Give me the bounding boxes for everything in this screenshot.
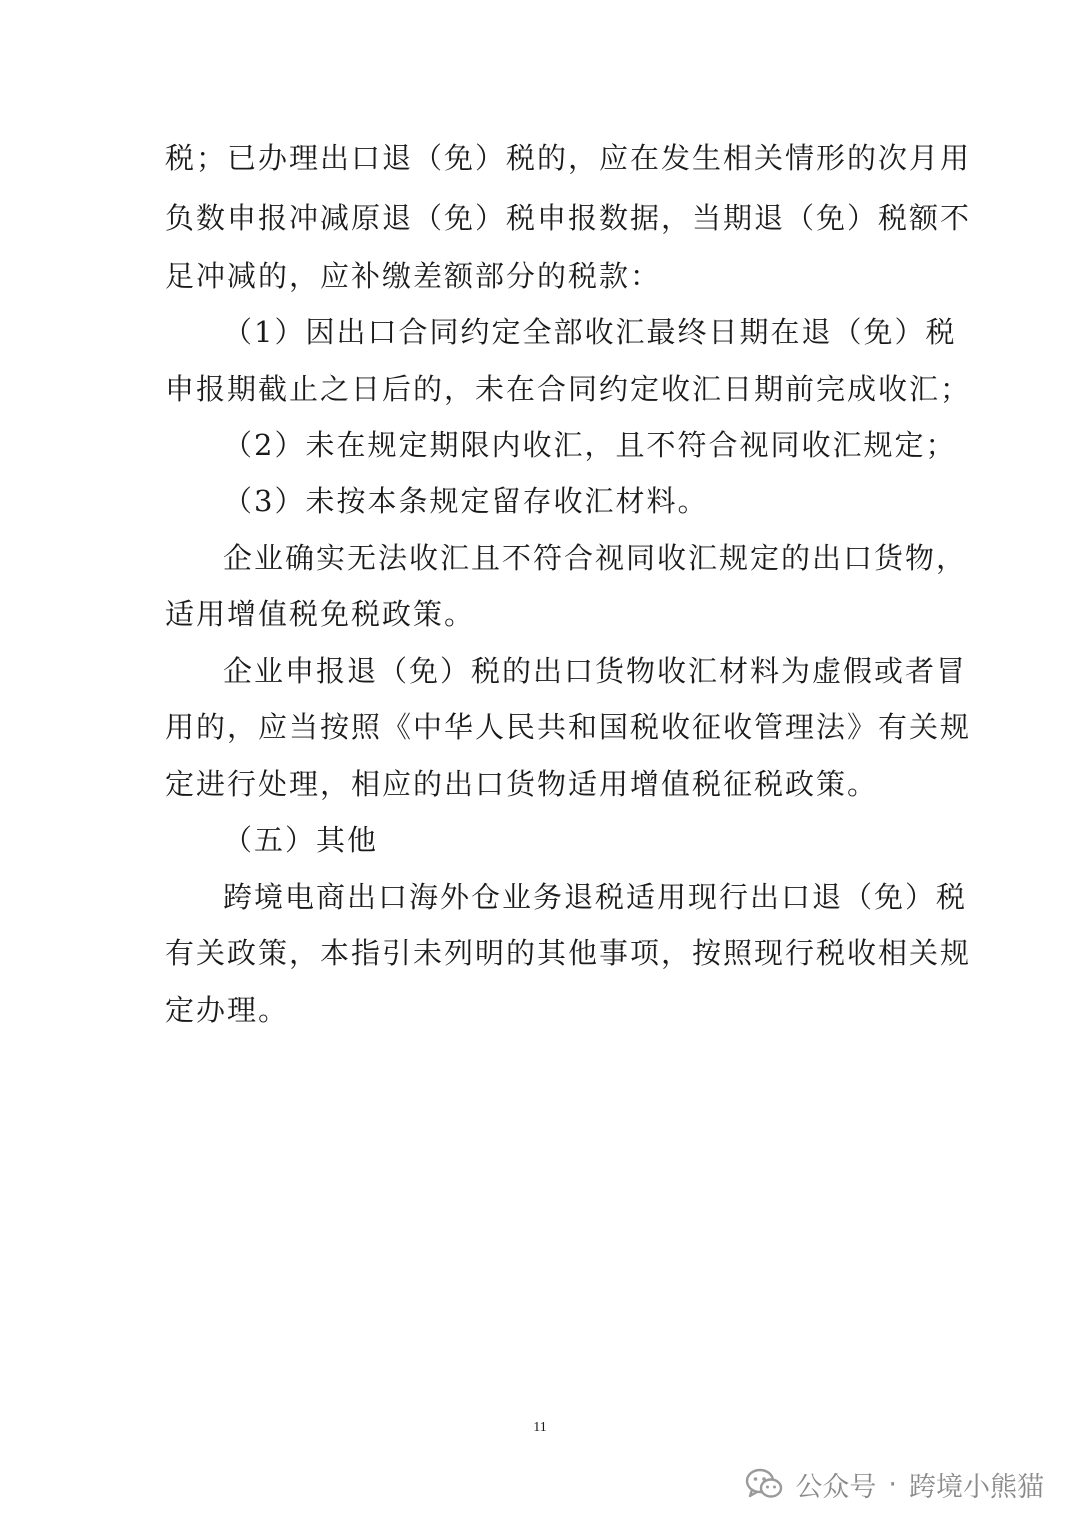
wechat-icon <box>745 1468 783 1500</box>
text-line: 足冲减的，应补缴差额部分的税款： <box>165 259 662 293</box>
text-line: 负数申报冲减原退（免）税申报数据，当期退（免）税额不 <box>165 201 972 235</box>
watermark-label: 公众号 <box>795 1471 877 1503</box>
watermark-separator: · <box>888 1468 897 1500</box>
text-line: 定办理。 <box>165 993 290 1027</box>
watermark-account: 跨境小熊猫 <box>909 1471 1044 1503</box>
text-line: （2）未在规定期限内收汇，且不符合视同收汇规定； <box>223 428 957 462</box>
text-line: 企业申报退（免）税的出口货物收汇材料为虚假或者冒 <box>223 654 968 688</box>
text-line: 用的，应当按照《中华人民共和国税收征收管理法》有关规 <box>165 710 972 744</box>
text-line: 税；已办理出口退（免）税的，应在发生相关情形的次月用 <box>165 141 972 175</box>
section-heading: （五）其他 <box>223 823 379 857</box>
text-line: （3）未按本条规定留存收汇材料。 <box>223 484 709 518</box>
page-number: 11 <box>533 1420 547 1435</box>
text-line: 跨境电商出口海外仓业务退税适用现行出口退（免）税 <box>223 880 968 914</box>
text-line: （1）因出口合同约定全部收汇最终日期在退（免）税 <box>223 315 957 349</box>
text-line: 有关政策，本指引未列明的其他事项，按照现行税收相关规 <box>165 936 972 970</box>
text-line: 申报期截止之日后的，未在合同约定收汇日期前完成收汇； <box>165 372 972 406</box>
text-line: 企业确实无法收汇且不符合视同收汇规定的出口货物， <box>223 541 968 575</box>
watermark <box>745 1460 1044 1508</box>
text-line: 适用增值税免税政策。 <box>165 597 476 631</box>
text-line: 定进行处理，相应的出口货物适用增值税征税政策。 <box>165 767 879 801</box>
